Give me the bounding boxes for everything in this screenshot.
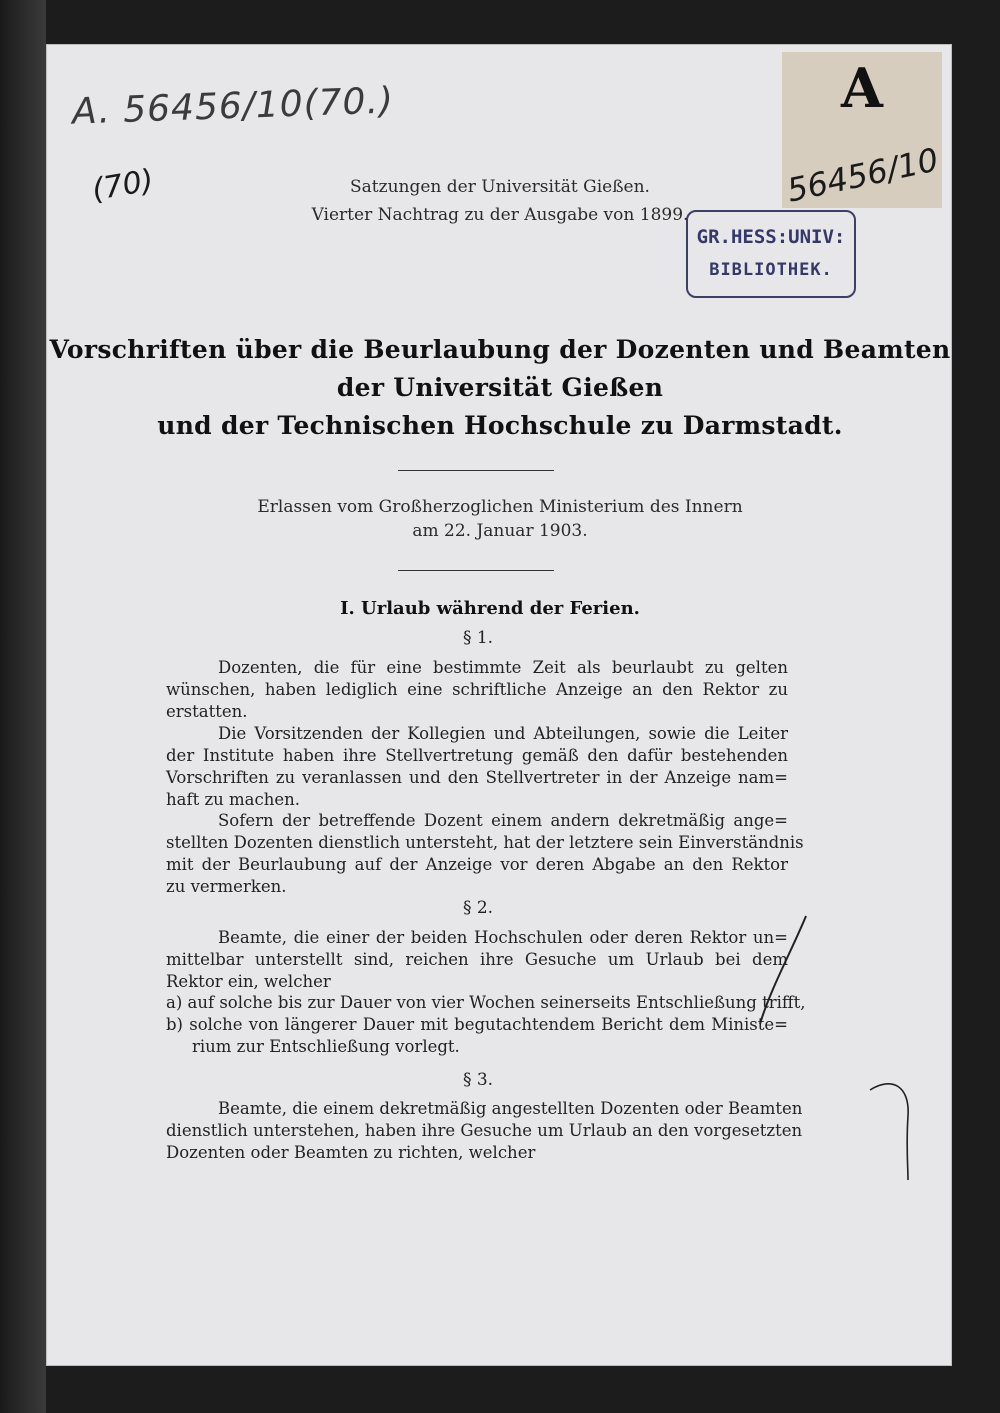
text-line: zu vermerken. xyxy=(166,877,287,896)
stamp-line-1: GR.HESS:UNIV: xyxy=(696,226,846,248)
text-line: mit der Beurlaubung auf der Anzeige vor deren Abgabe an den Rektor xyxy=(166,855,788,874)
issued-line-2: am 22. Januar 1903. xyxy=(412,521,588,541)
pen-bracket-mark xyxy=(862,1076,922,1186)
text-line: erstatten. xyxy=(166,702,248,721)
divider-rule xyxy=(398,570,554,571)
text-line: mittelbar unterstellt sind, reichen ihre Gesuche um Urlaub bei dem xyxy=(166,950,788,969)
section-heading: I. Urlaub während der Ferien. xyxy=(340,598,640,619)
text-line: der Institute haben ihre Stellvertretung gemäß den dafür bestehenden xyxy=(166,746,788,765)
text-line: Sofern der betreffende Dozent einem andern dekretmäßig ange= xyxy=(218,811,788,830)
text-line: Dozenten oder Beamten zu richten, welcher xyxy=(166,1143,536,1162)
text-line: Beamte, die einem dekretmäßig angestellten Dozenten oder Beamten xyxy=(218,1099,803,1118)
text-line: Beamte, die einer der beiden Hochschulen oder deren Rektor un= xyxy=(218,928,788,947)
text-line: Vorschriften zu veranlassen und den Stellvertreter in der Anzeige nam= xyxy=(166,768,788,787)
stamp-line-2: BIBLIOTHEK. xyxy=(709,260,833,280)
text-line: b) solche von längerer Dauer mit begutachtendem Bericht dem Ministe= xyxy=(166,1015,788,1034)
header-line-2: Vierter Nachtrag zu der Ausgabe von 1899. xyxy=(311,205,689,225)
text-line: dienstlich unterstehen, haben ihre Gesuche um Urlaub an den vorgesetzten xyxy=(166,1121,803,1140)
label-letter: A xyxy=(841,56,883,120)
paragraph-sign-1: § 1. xyxy=(462,628,494,648)
title-line-3: und der Technischen Hochschule zu Darmstadt. xyxy=(157,411,843,440)
text-line: a) auf solche bis zur Dauer von vier Wochen seinerseits Entschließung trifft, xyxy=(166,993,806,1012)
text-line: Rektor ein, welcher xyxy=(166,972,331,991)
paragraph-sign-2: § 2. xyxy=(462,898,494,918)
text-line: Die Vorsitzenden der Kollegien und Abteilungen, sowie die Leiter xyxy=(218,724,788,743)
title-line-1: Vorschriften über die Beurlaubung der Dozenten und Beamten xyxy=(49,335,951,364)
text-line: stellten Dozenten dienstlich untersteht, hat der letztere sein Einverständnis xyxy=(166,833,804,852)
pen-stroke-mark xyxy=(740,910,820,1030)
text-line: haft zu machen. xyxy=(166,790,300,809)
label-number: 56456/10 xyxy=(783,140,942,210)
text-line: rium zur Entschließung vorlegt. xyxy=(192,1037,460,1056)
title-line-2: der Universität Gießen xyxy=(336,373,664,402)
text-line: wünschen, haben lediglich eine schriftliche Anzeige an den Rektor zu xyxy=(166,680,788,699)
header-line-1: Satzungen der Universität Gießen. xyxy=(350,177,650,197)
paragraph-sign-3: § 3. xyxy=(462,1070,494,1090)
issued-line-1: Erlassen vom Großherzoglichen Ministerium des Innern xyxy=(257,497,743,517)
handwritten-shelfmark: A. 56456/10(70.) xyxy=(71,80,395,133)
text-line: Dozenten, die für eine bestimmte Zeit als beurlaubt zu gelten xyxy=(218,658,788,677)
divider-rule xyxy=(398,470,554,471)
label-sub: (70) xyxy=(89,162,157,209)
